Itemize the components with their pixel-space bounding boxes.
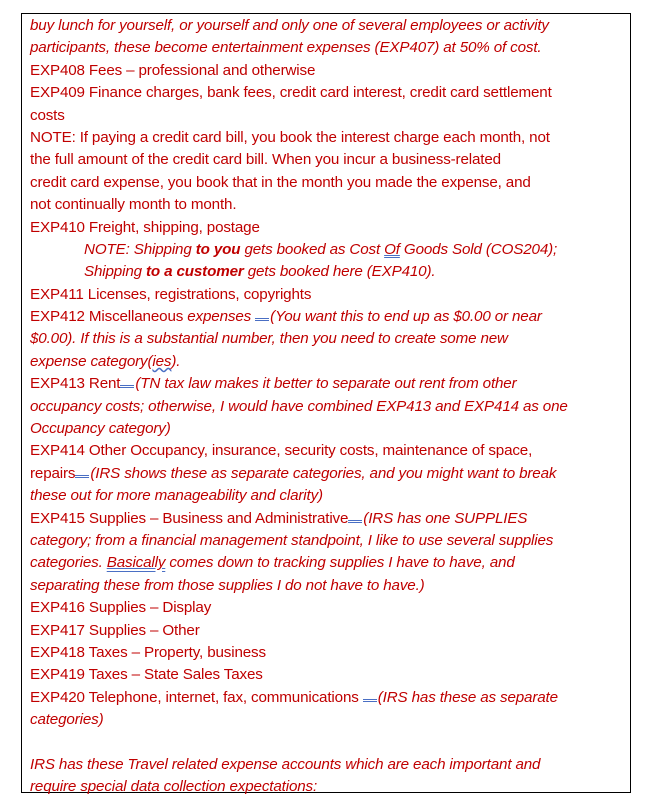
text-span: gets booked as Cost [240,240,385,258]
text-span: EXP420 Telephone, internet, fax, communications [30,688,363,706]
document-body [30,15,626,799]
text-span: Goods Sold (COS204); [399,240,558,258]
travel-intro-line: require special data collection expectations: [30,778,318,796]
proofing-mark-icon [75,463,89,478]
proofing-mark-icon [363,687,377,702]
account-exp413 [30,373,626,395]
text-span: categories. [30,554,107,572]
shipping-note-line [30,261,626,283]
text-span: gets booked here (EXP410). [243,263,436,281]
document-text-box [21,13,631,796]
note-line: not continually month to month. [30,196,237,214]
account-exp414: EXP414 Other Occupancy, insurance, security costs, maintenance of space, [30,442,533,460]
text-span: EXP412 Miscellaneous [30,308,188,326]
text-span: NOTE: Shipping [84,240,196,258]
account-exp419: EXP419 Taxes – State Sales Taxes [30,666,263,684]
account-exp411: EXP411 Licenses, registrations, copyrights [30,285,312,303]
text-line: category; from a financial management standpoint, I like to use several supplies [30,531,554,549]
text-span: (You want this to end up as $0.00 or near [270,308,542,326]
text-span: expense category( [30,352,153,370]
proofing-mark-icon [348,508,362,523]
account-exp420 [30,687,626,709]
proofing-mark-icon [120,373,134,388]
text-span: EXP413 Rent [30,375,121,393]
text-span: EXP415 Supplies – Business and Administrative [30,509,349,527]
account-exp416: EXP416 Supplies – Display [30,599,212,617]
blank-line [30,732,626,754]
text-line: $0.00). If this is a substantial number, then you need to create some new [30,330,508,348]
text-line: occupancy costs; otherwise, I would have combined EXP413 and EXP414 as one [30,397,568,415]
text-span: (TN tax law makes it better to separate out rent from other [135,375,517,393]
text-span: ). [171,352,181,370]
account-exp408: EXP408 Fees – professional and otherwise [30,61,316,79]
text-line: these out for more manageability and clarity) [30,487,323,505]
bold-text: to a customer [145,263,244,281]
account-exp410: EXP410 Freight, shipping, postage [30,218,260,236]
note-line: NOTE: If paying a credit card bill, you book the interest charge each month, not [30,128,550,146]
note-line: the full amount of the credit card bill. When you incur a business-related [30,151,501,169]
text-span: (IRS has these as separate [377,688,558,706]
account-exp412 [30,306,626,328]
shipping-note-line [30,239,626,261]
proofing-mark-text: Of [384,240,400,258]
account-exp417: EXP417 Supplies – Other [30,621,200,639]
text-span: (IRS shows these as separate categories, and you might want to break [90,464,557,482]
bold-text: to you [195,240,241,258]
text-line: Occupancy category) [30,420,171,438]
text-span: Shipping [84,263,146,281]
text-line [30,463,626,485]
text-span: repairs [30,464,76,482]
travel-intro-line: IRS has these Travel related expense accounts which are each important and [30,755,541,773]
text-line: categories) [30,711,104,729]
text-line: participants, these become entertainment expenses (EXP407) at 50% of cost. [30,39,542,57]
text-line: buy lunch for yourself, or yourself and only one of several employees or activity [30,17,549,34]
text-line [30,552,626,574]
note-line: credit card expense, you book that in the month you made the expense, and [30,173,531,191]
text-line [30,351,626,373]
text-line: costs [30,106,65,124]
account-exp418: EXP418 Taxes – Property, business [30,643,266,661]
text-span: (IRS has one SUPPLIES [363,509,528,527]
text-span: expenses [187,308,256,326]
account-exp415 [30,508,626,530]
text-line: separating these from those supplies I do not have to have.) [30,576,425,594]
proofing-mark-text: Basically [106,554,166,572]
proofing-mark-icon [255,306,269,321]
text-span: comes down to tracking supplies I have to have, and [165,554,515,572]
account-exp409: EXP409 Finance charges, bank fees, credit card interest, credit card settlement [30,84,552,102]
spelling-mark-text: ies [152,352,172,370]
